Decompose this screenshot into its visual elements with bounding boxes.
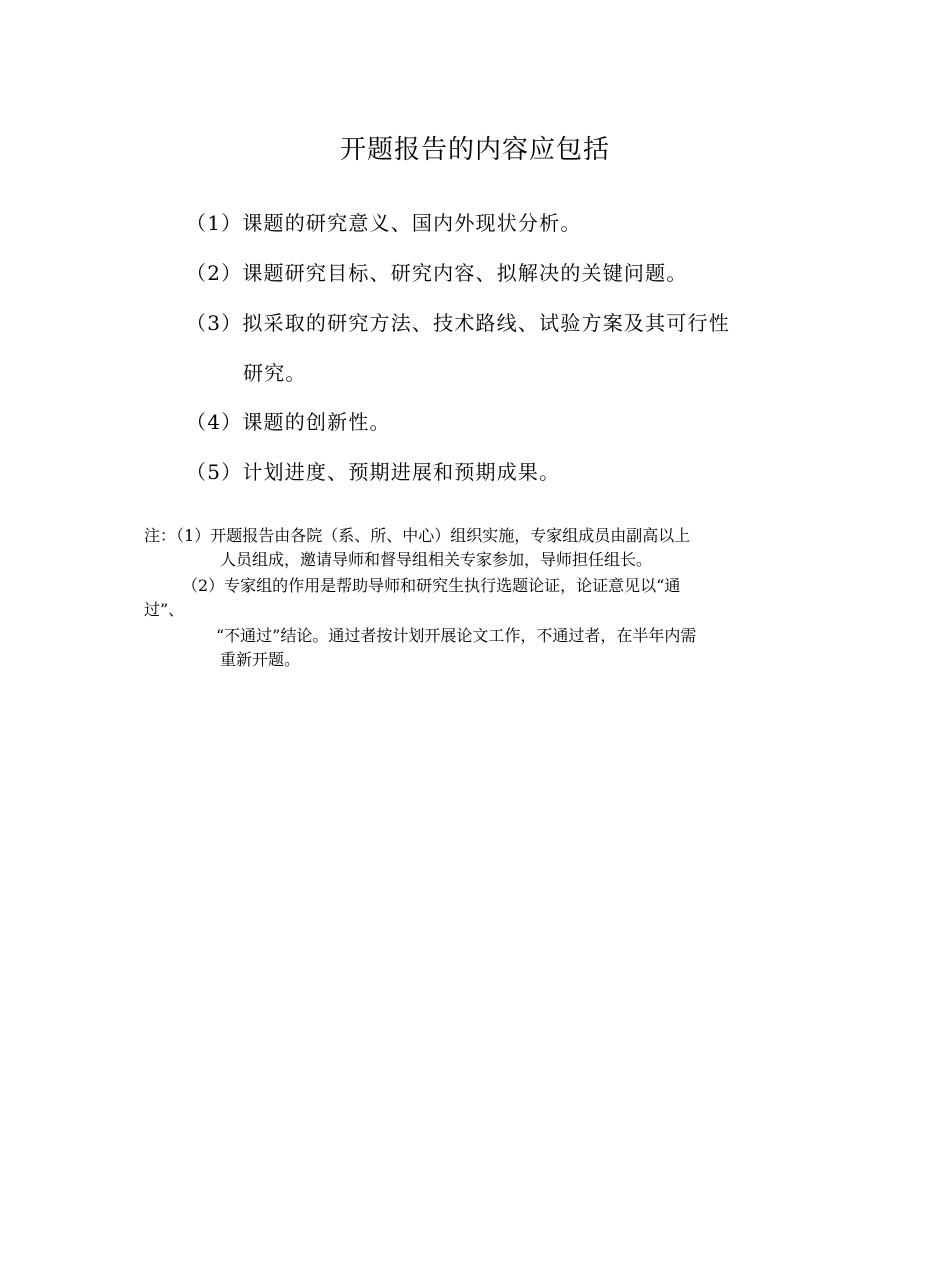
note-line — [144, 524, 690, 548]
page-title: 开题报告的内容应包括 — [339, 135, 610, 165]
item-number: （1） — [186, 211, 243, 235]
item-number: （2） — [186, 261, 243, 285]
item-text: 课题的研究意义、国内外现状分析。 — [242, 211, 582, 235]
item-number: （4） — [186, 410, 243, 434]
item-text: 课题的创新性。 — [242, 410, 391, 434]
note-line: “不通过”结论。通过者按计划开展论文工作，不通过者，在半年内需 — [216, 626, 697, 645]
item-text: 课题研究目标、研究内容、拟解决的关键问题。 — [242, 261, 688, 285]
list-item — [186, 208, 582, 238]
note-line: 过”、 — [144, 600, 185, 619]
item-number: （3） — [186, 311, 243, 335]
note-line: 重新开题。 — [220, 650, 301, 669]
note-text: （1）开题报告由各院（系、所、中心）组织实施，专家组成员由副高以上 — [176, 526, 691, 545]
list-item — [186, 258, 688, 288]
list-item-continuation: 研究。 — [243, 361, 307, 385]
item-text: 计划进度、预期进展和预期成果。 — [242, 460, 561, 484]
item-text: 拟采取的研究方法、技术路线、试验方案及其可行性 — [242, 311, 730, 335]
item-number: （5） — [186, 460, 243, 484]
note-label: 注： — [144, 526, 177, 545]
list-item — [186, 308, 730, 338]
note-line: （2）专家组的作用是帮助导师和研究生执行选题论证，论证意见以“通 — [182, 576, 681, 595]
list-item — [186, 457, 560, 487]
note-line: 人员组成，邀请导师和督导组相关专家参加，导师担任组长。 — [220, 550, 653, 569]
list-item — [186, 407, 391, 437]
